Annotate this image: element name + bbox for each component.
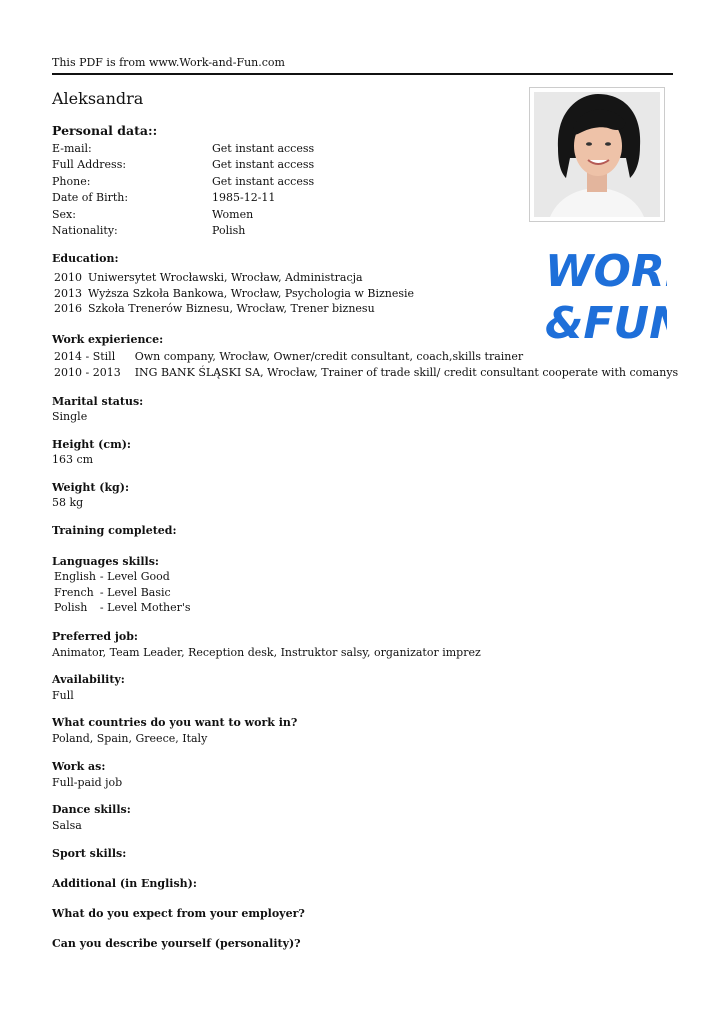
candidate-name: Aleksandra — [52, 89, 144, 108]
languages-heading: Languages skills: — [52, 555, 159, 568]
language-level: - Level Mother's — [99, 601, 191, 614]
education-text: Wyższa Szkoła Bankowa, Wrocław, Psychologia w Biznesie — [88, 286, 415, 300]
dance-skills-heading: Dance skills: — [52, 803, 131, 816]
table-row — [52, 366, 682, 382]
table-row — [52, 570, 195, 586]
personal-label: Phone: — [52, 175, 91, 188]
work-experience-heading: Work expierience: — [52, 333, 164, 346]
personal-value[interactable]: Get instant access — [212, 175, 315, 188]
table-row — [52, 586, 195, 602]
weight-heading: Weight (kg): — [52, 481, 130, 494]
table-row — [52, 601, 195, 617]
language-level: - Level Basic — [99, 585, 171, 599]
weight-value: 58 kg — [52, 496, 84, 509]
work-period: 2010 - 2013 — [54, 365, 121, 379]
personal-value: Women — [212, 208, 254, 221]
work-as-heading: Work as: — [52, 760, 106, 773]
personal-label: Full Address: — [52, 158, 127, 171]
education-text: Szkoła Trenerów Biznesu, Wrocław, Trener biznesu — [88, 302, 375, 315]
table-row — [52, 287, 418, 303]
pdf-source-note: This PDF is from www.Work-and-Fun.com — [52, 56, 285, 69]
countries-heading: What countries do you want to work in? — [52, 716, 298, 729]
personal-data-heading: Personal data:: — [52, 123, 158, 138]
education-year: 2010 — [54, 271, 82, 284]
marital-status-heading: Marital status: — [52, 395, 144, 408]
languages-table — [52, 570, 195, 617]
personal-value[interactable]: Get instant access — [212, 158, 315, 171]
language-name: English — [54, 570, 96, 583]
work-as-value: Full-paid job — [52, 776, 123, 789]
work-text: ING BANK ŚLĄSKI SA, Wrocław, Trainer of trade skill/ credit consultant cooperate with comanys — [134, 365, 679, 379]
language-name: French — [54, 585, 94, 599]
countries-value: Poland, Spain, Greece, Italy — [52, 732, 208, 745]
availability-heading: Availability: — [52, 673, 125, 686]
logo-text-line1-outline: WOR — [545, 246, 665, 297]
preferred-job-heading: Preferred job: — [52, 630, 138, 643]
logo-text-line2: &FU — [545, 298, 650, 345]
work-and-fun-logo — [541, 240, 667, 345]
sport-skills-heading: Sport skills: — [52, 847, 127, 860]
table-row — [52, 350, 682, 366]
education-year: 2013 — [54, 286, 82, 300]
personal-label: E-mail: — [52, 142, 92, 155]
height-heading: Height (cm): — [52, 438, 131, 451]
personal-label: Date of Birth: — [52, 191, 129, 204]
personality-heading: Can you describe yourself (personality)? — [52, 937, 301, 950]
education-text: Uniwersytet Wrocławski, Wrocław, Administracja — [88, 271, 363, 284]
language-level: - Level Good — [99, 570, 170, 583]
work-period: 2014 - Still — [54, 350, 116, 363]
personal-label: Sex: — [52, 208, 76, 221]
table-row — [52, 302, 418, 318]
availability-value: Full — [52, 689, 74, 702]
personal-value[interactable]: Get instant access — [212, 142, 315, 155]
dance-skills-value: Salsa — [52, 819, 82, 832]
training-heading: Training completed: — [52, 524, 177, 537]
education-table — [52, 271, 418, 318]
logo-text-line2-outline: &FU — [545, 298, 650, 345]
marital-status-value: Single — [52, 410, 88, 423]
personal-value: Polish — [212, 224, 246, 237]
logo-text-line1: WOR — [545, 246, 665, 297]
work-experience-table — [52, 350, 682, 381]
table-row — [52, 271, 418, 287]
preferred-job-value: Animator, Team Leader, Reception desk, Instruktor salsy, organizator imprez — [52, 646, 481, 659]
height-value: 163 cm — [52, 453, 94, 466]
language-name: Polish — [54, 601, 88, 614]
employer-expectations-heading: What do you expect from your employer? — [52, 907, 305, 920]
work-text: Own company, Wrocław, Owner/credit consultant, coach,skills trainer — [134, 350, 524, 363]
education-heading: Education: — [52, 252, 119, 265]
personal-label: Nationality: — [52, 224, 118, 237]
personal-value: 1985-12-11 — [212, 191, 276, 204]
additional-heading: Additional (in English): — [52, 877, 197, 890]
profile-photo — [529, 87, 665, 222]
header-divider — [52, 73, 673, 75]
education-year: 2016 — [54, 302, 82, 315]
